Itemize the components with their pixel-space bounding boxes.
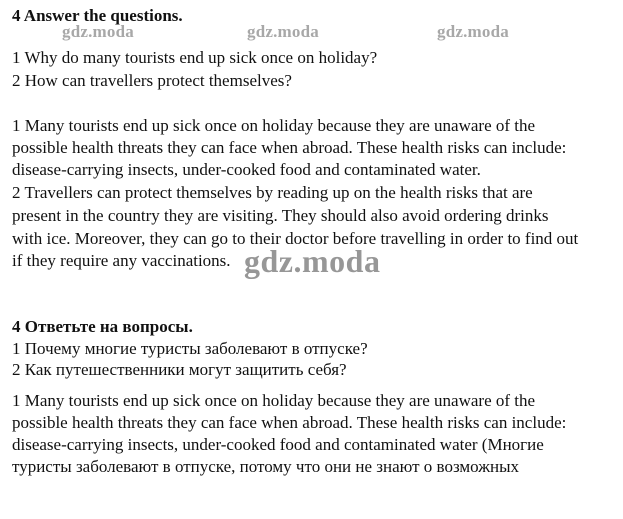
question-ru-1: 1 Почему многие туристы заболевают в отпуске? [12,339,368,358]
watermark-small: gdz.moda [437,22,509,41]
question-ru-2: 2 Как путешественники могут защитить себя? [12,360,347,379]
exercise-heading-en: 4 Answer the questions. [12,6,183,25]
answer-en-line: with ice. Moreover, they can go to their doctor before travelling in order to find out [12,229,579,248]
answer-ru-line: 1 Many tourists end up sick once on holiday because they are unaware of the [12,391,536,410]
answer-ru-line: possible health threats they can face when abroad. These health risks can include: [12,413,567,432]
answer-ru-line: disease-carrying insects, under-cooked food and contaminated water (Многие [12,435,544,454]
answer-en-line: 1 Many tourists end up sick once on holiday because they are unaware of the [12,116,536,135]
answer-ru-line: туристы заболевают в отпуске, потому что они не знают о возможных [12,457,520,476]
answer-en-line: if they require any vaccinations. [12,251,231,270]
watermark-small: gdz.moda [247,22,319,41]
answer-en-line: disease-carrying insects, under-cooked food and contaminated water. [12,160,481,179]
answer-en-line: 2 Travellers can protect themselves by reading up on the health risks that are [12,183,533,202]
question-en-1: 1 Why do many tourists end up sick once on holiday? [12,48,378,67]
watermark-small: gdz.moda [62,22,134,41]
question-en-2: 2 How can travellers protect themselves? [12,71,292,90]
answer-en-line: present in the country they are visiting. They should also avoid ordering drinks [12,206,549,225]
exercise-heading-ru: 4 Ответьте на вопросы. [12,317,193,336]
answer-en-line: possible health threats they can face when abroad. These health risks can include: [12,138,567,157]
watermark-large: gdz.moda [244,243,381,279]
